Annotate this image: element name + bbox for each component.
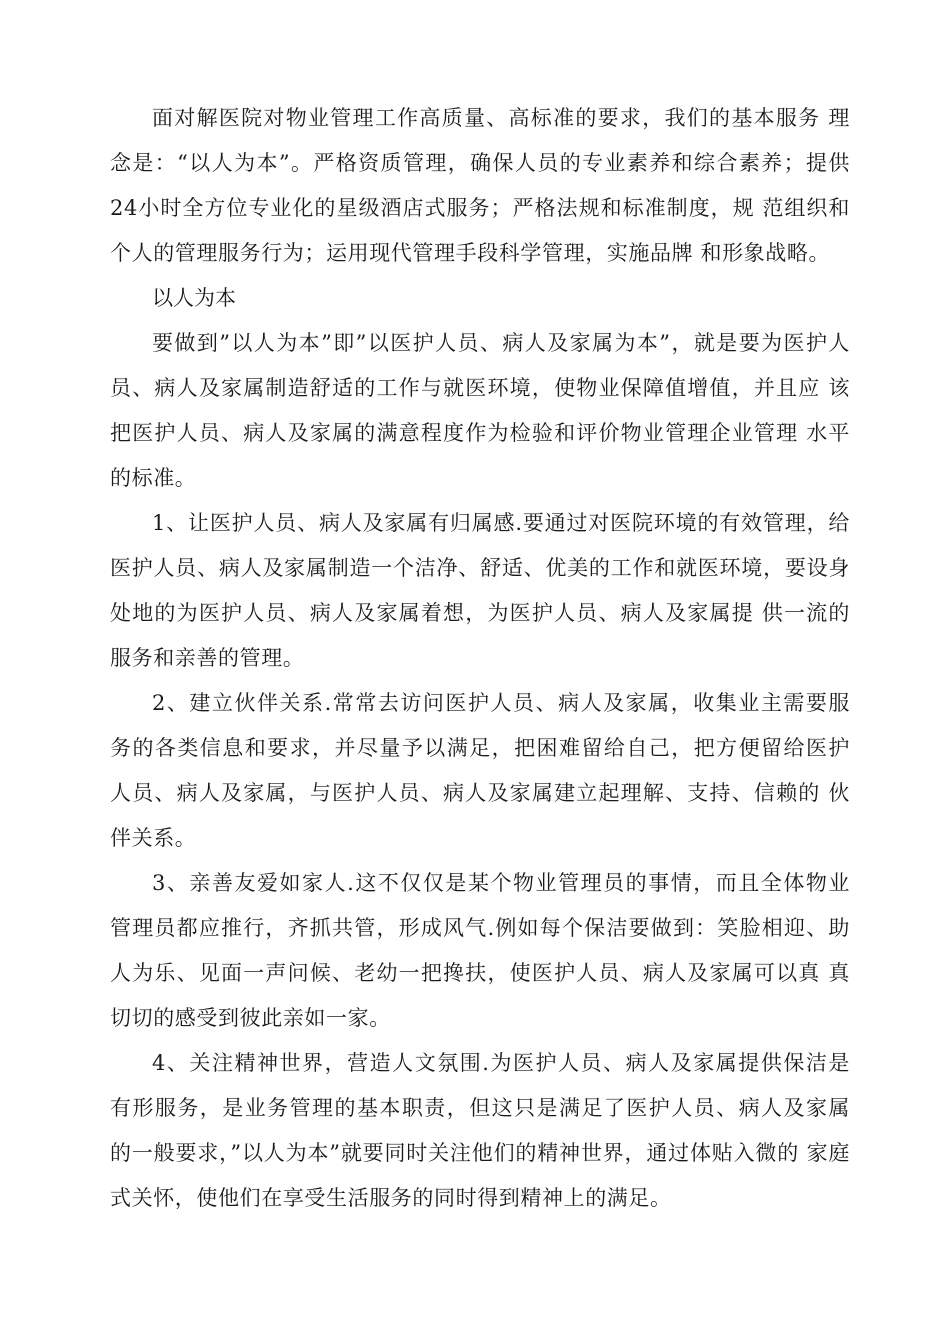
point-paragraph-4: 4、关注精神世界，营造人文氛围.为医护人员、病人及家属提供保洁是 有形服务，是业务管理的基本职责，但这只是满足了医护人员、病人及家属 的一般要求，”以人为本”就要同时关注他们的精神世界，通过体贴入微的 家庭式关怀，使他们在享受生活服务的同时得到精神上的满足。 xyxy=(110,1051,850,1210)
intro-paragraph: 面对解医院对物业管理工作高质量、高标准的要求，我们的基本服务 理念是：“以人为本”。严格资质管理，确保人员的专业素养和综合素养；提供24小时全方位专业化的星级酒店式服务；严格法规和标准制度，规 范组织和个人的管理服务行为；运用现代管理手段科学管理，实施品牌 和形象战略。 xyxy=(110,106,850,265)
point-paragraph-1: 1、让医护人员、病人及家属有归属感.要通过对医院环境的有效管理，给医护人员、病人及家属制造一个洁净、舒适、优美的工作和就医环境，要设身处地的为医护人员、病人及家属着想，为医护人员、病人及家属提 供一流的服务和亲善的管理。 xyxy=(110,511,850,670)
point-paragraph-3: 3、亲善友爱如家人.这不仅仅是某个物业管理员的事情，而且全体物业 管理员都应推行，齐抓共管，形成风气.例如每个保洁要做到：笑脸相迎、助 人为乐、见面一声问候、老幼一把搀扶，使医护人员、病人及家属可以真 真切切的感受到彼此亲如一家。 xyxy=(110,871,850,1030)
section-title: 以人为本 xyxy=(152,286,236,310)
definition-paragraph: 要做到”以人为本”即”以医护人员、病人及家属为本”，就是要为医护人员、病人及家属制造舒适的工作与就医环境，使物业保障值增值，并且应 该把医护人员、病人及家属的满意程度作为检验和评价物业管理企业管理 水平的标准。 xyxy=(110,331,850,490)
point-paragraph-2: 2、建立伙伴关系.常常去访问医护人员、病人及家属，收集业主需要服 务的各类信息和要求，并尽量予以满足，把困难留给自己，把方便留给医护 人员、病人及家属，与医护人员、病人及家属建立起理解、支持、信赖的 伙伴关系。 xyxy=(110,691,850,850)
